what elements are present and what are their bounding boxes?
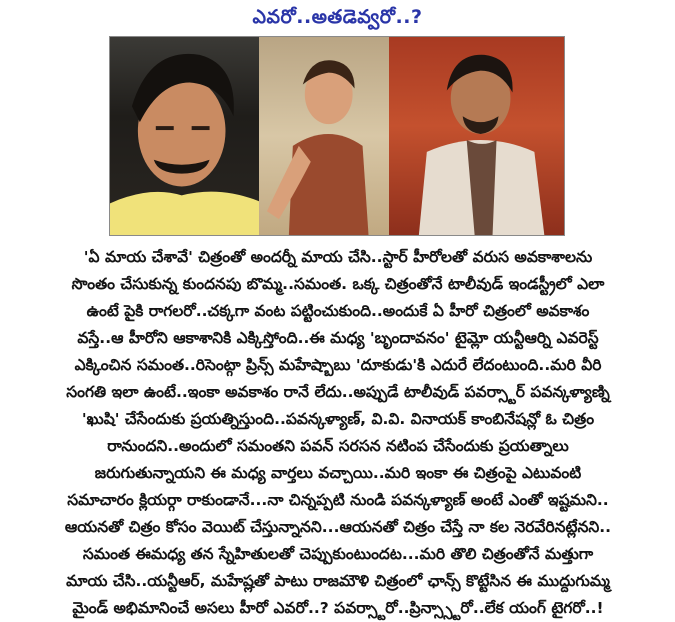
- page-headline: ఎవరో..అతడెవ్వరో..?: [252, 6, 423, 28]
- article-line: రానుందని..అందులో సమంతని పవన్ సరసన నటింప చేసేందుకు ప్రయత్నాలు: [107, 437, 569, 455]
- article-line: సంగతి ఇలా ఉంటే..ఇంకా అవకాశం రానే లేదు..అప్పుడే టాలీవుడ్ పవర్స్టార్ పవన్కళ్యాణ్ని: [66, 383, 610, 401]
- article-line: మాయ చేసి..యన్టీఆర్, మహేష్లతో పాటు రాజమౌళి చిత్రంలో ఛాన్స్ కొట్టేసిన ఈ ముద్దుగుమ్మ: [66, 572, 610, 590]
- actor-photo-collage: [109, 36, 565, 236]
- article-line: ఎక్కించిన సమంత..రిసెంట్గా ప్రిన్స్ మహేష్బాబు 'దూకుడు'కి ఎదురే లేదంటుంది..మరి వీరి: [74, 356, 602, 374]
- actor-portrait-1: [110, 37, 259, 235]
- article-line: 'ఏ మాయ చేశావే' చిత్రంతో అందర్నీ మాయ చేసి..స్టార్ హీరోలతో వరుస అవకాశాలను: [83, 248, 593, 266]
- article-line: మైండ్ అభిమానించే అసలు హీరో ఎవరో..? పవర్స్టారో..ప్రిన్స్స్టారో..లేక యంగ్ టైగరో..!: [72, 599, 604, 617]
- article-line: సమాచారం క్లియర్గా రాకుండానే...నా చిన్నప్పటి నుండి పవన్కళ్యాణ్ అంటే ఎంతో ఇష్టమని..: [67, 491, 609, 509]
- article-line: సమంత ఈమధ్య తన స్నేహితులతో చెప్పుకుంటుందట...మరి తొలి చిత్రంతోనే మత్తుగా: [82, 545, 594, 563]
- actor-portrait-2: [259, 37, 388, 235]
- article-line: ఆయనతో చిత్రం కోసం వెయిట్ చేస్తున్నానని...ఆయనతో చిత్రం చేస్తే నా కల నెరవేరినట్లేనని..: [64, 518, 612, 536]
- actor-portrait-3: [389, 37, 564, 235]
- article-line: జరుగుతున్నాయని ఈ మధ్య వార్తలు వచ్చాయి..మరి ఇంకా ఈ చిత్రంపై ఎటువంటి: [94, 464, 582, 482]
- article-line: వస్తే..ఆ హీరోని ఆకాశానికి ఎక్కిస్తోంది..ఈ మధ్య 'బృందావనం' టైమ్లో యన్టీఆర్ని ఎవరెస్ట్: [77, 329, 599, 347]
- article-line: 'ఖుషి' చేసేందుకు ప్రయత్నిస్తుంది..పవన్కళ్యాణ్, వి.వి. వినాయక్ కాంబినేషన్లో ఓ చిత్రం: [81, 410, 595, 428]
- article-line: ఉంటే పైకి రాగలరో..చక్కగా వంట పట్టించుకుంది..అందుకే ఏ హీరో చిత్రంలో అవకాశం: [86, 302, 590, 320]
- article-line: సొంతం చేసుకున్న కుందనపు బొమ్మ..సమంత. ఒక్క చిత్రంతోనే టాలీవుడ్ ఇండస్ట్రీలో ఎలా: [71, 275, 605, 293]
- article-body: [22, 244, 654, 622]
